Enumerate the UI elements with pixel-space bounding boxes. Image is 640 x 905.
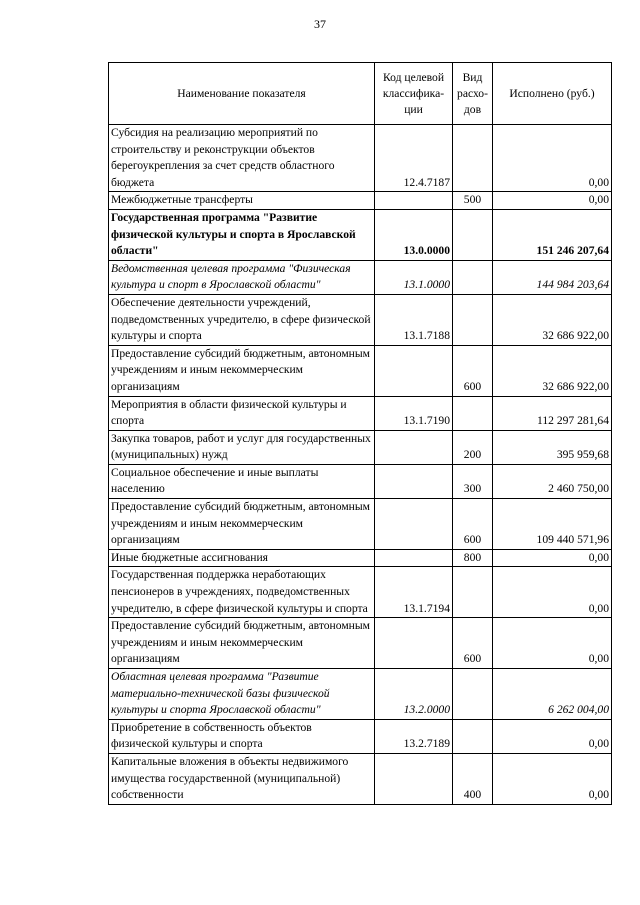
header-type: Вид расхо-дов	[453, 63, 493, 125]
table-row	[109, 499, 612, 550]
cell-code	[375, 430, 453, 464]
table-row	[109, 396, 612, 430]
cell-type: 400	[453, 753, 493, 804]
cell-amount: 395 959,68	[493, 430, 612, 464]
cell-name: Предоставление субсидий бюджетным, автономным учреждениям и иным некоммерческим организациям	[109, 345, 375, 396]
cell-amount: 6 262 004,00	[493, 669, 612, 720]
cell-code	[375, 549, 453, 567]
cell-type	[453, 209, 493, 260]
cell-amount: 0,00	[493, 567, 612, 618]
cell-code	[375, 345, 453, 396]
cell-amount: 144 984 203,64	[493, 260, 612, 294]
cell-name: Государственная поддержка неработающих пенсионеров в учреждениях, подведомственных учредителю, в сфере физической культуры и спорта	[109, 567, 375, 618]
cell-name: Предоставление субсидий бюджетным, автономным учреждениям и иным некоммерческим организациям	[109, 618, 375, 669]
cell-amount: 0,00	[493, 753, 612, 804]
cell-name: Социальное обеспечение и иные выплаты населению	[109, 464, 375, 498]
cell-code: 13.1.0000	[375, 260, 453, 294]
table-row	[109, 260, 612, 294]
table-row	[109, 719, 612, 753]
cell-amount: 0,00	[493, 192, 612, 210]
cell-amount: 0,00	[493, 549, 612, 567]
table-row	[109, 294, 612, 345]
cell-name: Государственная программа "Развитие физической культуры и спорта в Ярославской области"	[109, 209, 375, 260]
cell-name: Ведомственная целевая программа "Физическая культура и спорт в Ярославской области"	[109, 260, 375, 294]
cell-code	[375, 192, 453, 210]
table-row	[109, 549, 612, 567]
table-row	[109, 192, 612, 210]
cell-code	[375, 753, 453, 804]
cell-name: Капитальные вложения в объекты недвижимого имущества государственной (муниципальной) собственности	[109, 753, 375, 804]
header-code: Код целевой классифика-ции	[375, 63, 453, 125]
cell-type	[453, 669, 493, 720]
cell-type	[453, 396, 493, 430]
cell-name: Областная целевая программа "Развитие материально-технической базы физической культуры и спорта Ярославской области"	[109, 669, 375, 720]
cell-type	[453, 260, 493, 294]
cell-name: Межбюджетные трансферты	[109, 192, 375, 210]
cell-amount: 151 246 207,64	[493, 209, 612, 260]
cell-amount: 0,00	[493, 125, 612, 192]
table-row	[109, 345, 612, 396]
cell-code: 13.0.0000	[375, 209, 453, 260]
cell-code: 13.1.7190	[375, 396, 453, 430]
cell-name: Закупка товаров, работ и услуг для государственных (муниципальных) нужд	[109, 430, 375, 464]
table-row	[109, 753, 612, 804]
table-row	[109, 567, 612, 618]
table-row	[109, 464, 612, 498]
cell-name: Субсидия на реализацию мероприятий по строительству и реконструкции объектов берегоукрепления за счет средств областного бюджета	[109, 125, 375, 192]
cell-code	[375, 464, 453, 498]
cell-amount: 112 297 281,64	[493, 396, 612, 430]
cell-type: 600	[453, 618, 493, 669]
page-number: 37	[314, 17, 326, 31]
cell-code: 13.1.7194	[375, 567, 453, 618]
cell-type	[453, 294, 493, 345]
cell-amount: 0,00	[493, 618, 612, 669]
budget-table	[108, 62, 612, 805]
cell-name: Предоставление субсидий бюджетным, автономным учреждениям и иным некоммерческим организациям	[109, 499, 375, 550]
cell-type: 600	[453, 499, 493, 550]
cell-type: 200	[453, 430, 493, 464]
cell-type	[453, 125, 493, 192]
header-name: Наименование показателя	[109, 63, 375, 125]
cell-type	[453, 567, 493, 618]
cell-type: 600	[453, 345, 493, 396]
cell-name: Приобретение в собственность объектов физической культуры и спорта	[109, 719, 375, 753]
table-row	[109, 209, 612, 260]
cell-code: 13.2.0000	[375, 669, 453, 720]
cell-type: 300	[453, 464, 493, 498]
cell-amount: 0,00	[493, 719, 612, 753]
cell-code	[375, 499, 453, 550]
cell-amount: 2 460 750,00	[493, 464, 612, 498]
cell-name: Иные бюджетные ассигнования	[109, 549, 375, 567]
cell-code: 13.1.7188	[375, 294, 453, 345]
table-header-row	[109, 63, 612, 125]
cell-amount: 32 686 922,00	[493, 345, 612, 396]
table-row	[109, 125, 612, 192]
table-row	[109, 618, 612, 669]
cell-name: Обеспечение деятельности учреждений, подведомственных учредителю, в сфере физической культуры и спорта	[109, 294, 375, 345]
table-row	[109, 669, 612, 720]
table-row	[109, 430, 612, 464]
cell-amount: 109 440 571,96	[493, 499, 612, 550]
cell-type: 800	[453, 549, 493, 567]
cell-name: Мероприятия в области физической культуры и спорта	[109, 396, 375, 430]
cell-amount: 32 686 922,00	[493, 294, 612, 345]
header-amount: Исполнено (руб.)	[493, 63, 612, 125]
cell-code: 12.4.7187	[375, 125, 453, 192]
cell-code: 13.2.7189	[375, 719, 453, 753]
cell-type: 500	[453, 192, 493, 210]
cell-code	[375, 618, 453, 669]
cell-type	[453, 719, 493, 753]
